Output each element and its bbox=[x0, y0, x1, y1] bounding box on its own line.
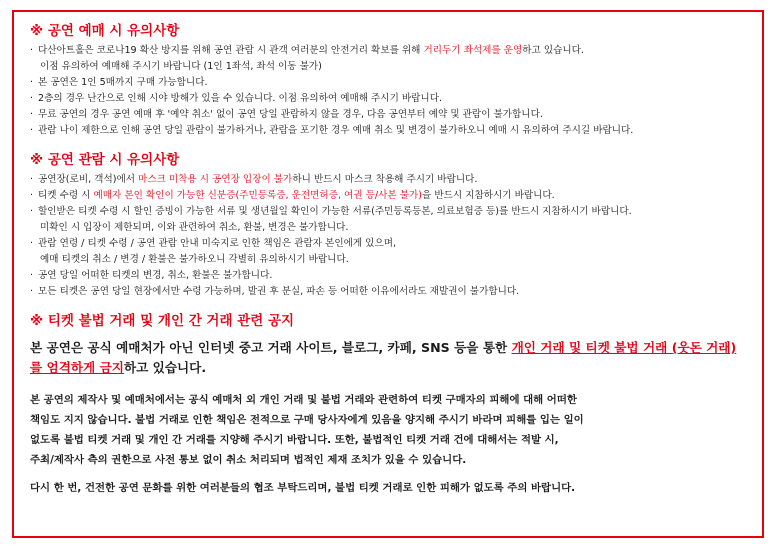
notice-item-continued: 예매 티켓의 취소 / 변경 / 환불은 불가하오니 각별히 유의하시기 바랍니다. bbox=[40, 254, 349, 265]
viewing-notice-title: ※ 공연 관람 시 유의사항 bbox=[30, 152, 180, 168]
notice-item: · 티켓 수령 시 예매자 본인 확인이 가능한 신분증(주민등록증, 운전면허증, 여권 등/사본 불가)을 반드시 지참하시기 바랍니다. bbox=[30, 188, 746, 204]
notice-item: · 관람 나이 제한으로 인해 공연 당일 관람이 불가하거나, 관람을 포기한 경우 예매 취소 및 변경이 불가하오니 예매 시 유의하여 주시길 바랍니다. bbox=[30, 123, 746, 139]
notice-item: · 할인받은 티켓 수령 시 할인 증빙이 가능한 서류 및 생년월일 확인이 가능한 서류(주민등록등본, 의료보험증 등)를 반드시 지참하시기 바랍니다. bbox=[30, 204, 746, 220]
notice-item-continued: 이점 유의하여 예매해 주시기 바랍니다 (1인 1좌석, 좌석 이동 불가) bbox=[40, 61, 322, 72]
highlight-text: 개인 거래 및 티켓 불법 거래 (웃돈 거래)를 엄격하게 금지 bbox=[30, 340, 737, 375]
notice-item: · 공연장(로비, 객석)에서 마스크 미착용 시 공연장 입장이 불가하니 반드시 마스크 착용해 주시기 바랍니다. bbox=[30, 172, 746, 188]
closing-message: 다시 한 번, 건전한 공연 문화를 위한 여러분들의 협조 부탁드리며, 불법 티켓 거래로 인한 피해가 없도록 주의 바랍니다. bbox=[30, 482, 576, 494]
viewing-notice-section bbox=[30, 151, 746, 300]
highlight-text: 거리두기 좌석제를 운영 bbox=[423, 45, 523, 56]
disclaimer-paragraph: 본 공연의 제작사 및 예매처에서는 공식 예매처 외 개인 거래 및 불법 거래와 관련하여 티켓 구매자의 피해에 대해 어떠한 책임도 지지 않습니다. 불법 거래로 인한 책임은 전적으로 구매 당사자에게 있음을 양지해 주시기 바라며 피해를 입는 일이 없도록 불법 티켓 거래 및 개인 간 거래를 지양해 주시기 바랍니다. 또한, 불법적인 티켓 거래 건에 대해서는 적발 시, 주최/제작사 측의 권한으로 사전 통보 없이 취소 처리되며 법적인 제재 조치가 있을 수 있습니다. bbox=[30, 394, 584, 466]
notice-item: · 무료 공연의 경우 공연 예매 후 '예약 취소' 없이 공연 당일 관람하지 않을 경우, 다음 공연부터 예약 및 관람이 불가합니다. bbox=[30, 107, 746, 123]
booking-notice-section bbox=[30, 22, 746, 139]
booking-notice-title: ※ 공연 예매 시 유의사항 bbox=[30, 23, 180, 39]
notice-item: · 모든 티켓은 공연 당일 현장에서만 수령 가능하며, 발권 후 분실, 파손 등 어떠한 이유에서라도 재발권이 불가합니다. bbox=[30, 284, 746, 300]
notice-box bbox=[12, 10, 764, 538]
notice-item-continued: 미확인 시 입장이 제한되며, 이와 관련하여 취소, 환불, 변경은 불가합니다. bbox=[40, 222, 349, 233]
notice-item: · 관람 연령 / 티켓 수령 / 공연 관람 안내 미숙지로 인한 책임은 관람자 본인에게 있으며, bbox=[30, 236, 746, 252]
notice-item: · 2층의 경우 난간으로 인해 시야 방해가 있을 수 있습니다. 이점 유의하여 예매해 주시기 바랍니다. bbox=[30, 91, 746, 107]
notice-item: · 공연 당일 어떠한 티켓의 변경, 취소, 환불은 불가합니다. bbox=[30, 268, 746, 284]
highlight-text: 마스크 미착용 시 공연장 입장이 불가 bbox=[138, 174, 293, 185]
notice-item: · 다산아트홀은 코로나19 확산 방지를 위해 공연 관람 시 관객 여러분의 안전거리 확보를 위해 거리두기 좌석제를 운영하고 있습니다. bbox=[30, 43, 746, 59]
illegal-trade-title: ※ 티켓 불법 거래 및 개인 간 거래 관련 공지 bbox=[30, 313, 295, 329]
highlight-text: 예매자 본인 확인이 가능한 신분증(주민등록증, 운전면허증, 여권 등/사본 불가) bbox=[93, 190, 423, 201]
illegal-trade-section bbox=[30, 312, 746, 498]
notice-item: · 본 공연은 1인 5매까지 구매 가능합니다. bbox=[30, 75, 746, 91]
illegal-trade-statement: 본 공연은 공식 예매처가 아닌 인터넷 중고 거래 사이트, 블로그, 카페, SNS 등을 통한 개인 거래 및 티켓 불법 거래 (웃돈 거래)를 엄격하게 금지하고 있습니다. bbox=[30, 340, 737, 375]
